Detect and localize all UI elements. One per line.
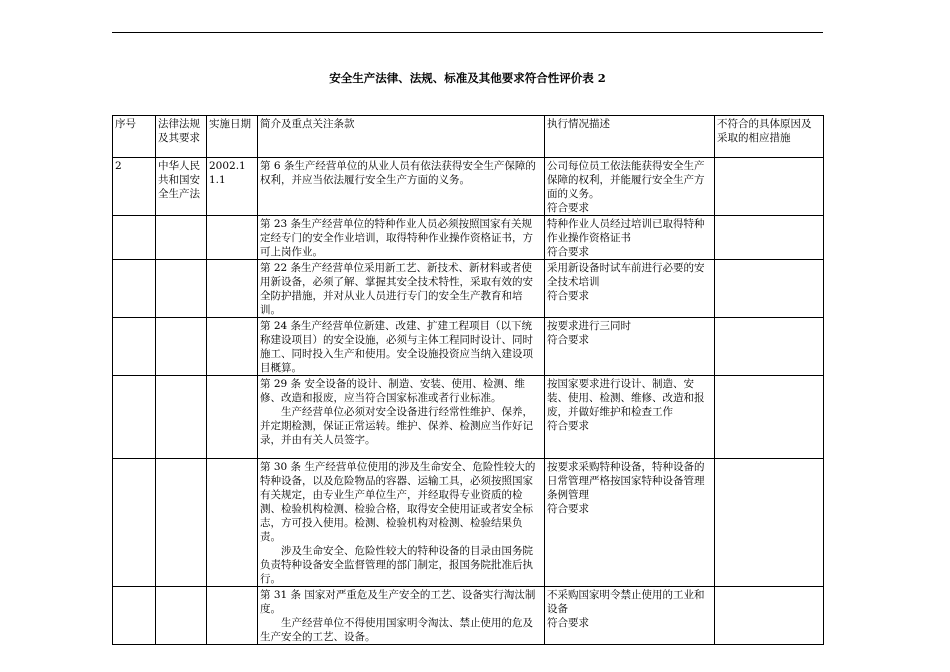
cell-serial-no <box>113 587 156 645</box>
execution-text: 按国家要求进行设计、制造、安装、使用、检测、维修、改造和报废，并做好维护和检查工作 <box>547 378 705 418</box>
header-rule <box>112 32 823 33</box>
cell-effective-date: 2002.11.1 <box>207 158 258 216</box>
table-row <box>113 158 824 216</box>
cell-law <box>156 459 207 587</box>
cell-clause <box>258 587 545 645</box>
header-nonconformity: 不符合的具体原因及采取的相应措施 <box>715 116 824 158</box>
cell-nonconformity <box>715 318 824 376</box>
cell-execution <box>545 587 715 645</box>
execution-text: 不采购国家明令禁止使用的工业和设备 <box>547 589 705 615</box>
cell-execution <box>545 260 715 318</box>
compliance-status: 符合要求 <box>547 503 589 515</box>
cell-nonconformity <box>715 376 824 459</box>
execution-text: 采用新设备时试车前进行必要的安全技术培训 <box>547 262 705 288</box>
compliance-status: 符合要求 <box>547 202 589 214</box>
cell-effective-date <box>207 587 258 645</box>
table-row <box>113 318 824 376</box>
table-row <box>113 216 824 260</box>
table-header-row <box>113 116 824 158</box>
cell-law: 中华人民共和国安全生产法 <box>156 158 207 216</box>
execution-text: 按要求采购特种设备，特种设备的日常管理严格按国家特种设备管理条例管理 <box>547 461 705 501</box>
cell-clause <box>258 376 545 459</box>
clause-paragraph: 生产经营单位不得使用国家明令淘汰、禁止使用的危及生产安全的工艺、设备。 <box>260 617 533 643</box>
header-serial-no: 序号 <box>113 116 156 158</box>
cell-law <box>156 587 207 645</box>
cell-serial-no <box>113 376 156 459</box>
compliance-status: 符合要求 <box>547 246 589 258</box>
clause-paragraph: 第 31 条 国家对严重危及生产安全的工艺、设备实行淘汰制度。 <box>260 589 536 615</box>
cell-execution <box>545 216 715 260</box>
cell-serial-no <box>113 459 156 587</box>
header-effective-date: 实施日期 <box>207 116 258 158</box>
compliance-status: 符合要求 <box>547 617 589 629</box>
cell-execution <box>545 158 715 216</box>
header-execution: 执行情况描述 <box>545 116 715 158</box>
clause-paragraph: 涉及生命安全、危险性较大的特种设备的目录由国务院负责特种设备安全监督管理的部门制定，报国务院批准后执行。 <box>260 545 533 585</box>
header-clause: 简介及重点关注条款 <box>258 116 545 158</box>
cell-law <box>156 376 207 459</box>
cell-nonconformity <box>715 459 824 587</box>
compliance-evaluation-table <box>112 115 824 645</box>
table-row <box>113 587 824 645</box>
cell-nonconformity <box>715 158 824 216</box>
cell-serial-no <box>113 216 156 260</box>
clause-paragraph: 生产经营单位必须对安全设备进行经常性维护、保养，并定期检测，保证正常运转。维护、保养、检测应当作好记录，并由有关人员签字。 <box>260 406 533 446</box>
cell-effective-date <box>207 260 258 318</box>
cell-effective-date <box>207 318 258 376</box>
cell-clause: 第 23 条生产经营单位的特种作业人员必须按照国家有关规定经专门的安全作业培训，取得特种作业操作资格证书，方可上岗作业。 <box>258 216 545 260</box>
cell-effective-date <box>207 459 258 587</box>
cell-nonconformity <box>715 216 824 260</box>
cell-nonconformity <box>715 587 824 645</box>
cell-serial-no <box>113 318 156 376</box>
compliance-status: 符合要求 <box>547 420 589 432</box>
table-row <box>113 260 824 318</box>
cell-effective-date <box>207 376 258 459</box>
cell-clause <box>258 459 545 587</box>
cell-serial-no <box>113 260 156 318</box>
cell-effective-date <box>207 216 258 260</box>
execution-text: 公司每位员工依法能获得安全生产保障的权利，并能履行安全生产方面的义务。 <box>547 160 705 200</box>
cell-nonconformity <box>715 260 824 318</box>
table-row <box>113 376 824 459</box>
cell-execution <box>545 459 715 587</box>
table-row <box>113 459 824 587</box>
cell-clause: 第 6 条生产经营单位的从业人员有依法获得安全生产保障的权利，并应当依法履行安全生产方面的义务。 <box>258 158 545 216</box>
execution-text: 按要求进行三同时 <box>547 320 631 332</box>
cell-serial-no: 2 <box>113 158 156 216</box>
cell-execution <box>545 376 715 459</box>
cell-law <box>156 216 207 260</box>
clause-paragraph: 第 29 条 安全设备的设计、制造、安装、使用、检测、维修、改造和报废，应当符合国家标准或者行业标准。 <box>260 378 525 404</box>
compliance-status: 符合要求 <box>547 290 589 302</box>
header-law: 法律法规及其要求 <box>156 116 207 158</box>
cell-clause: 第 22 条生产经营单位采用新工艺、新技术、新材料或者使用新设备，必须了解、掌握其安全技术特性，采取有效的安全防护措施，并对从业人员进行专门的安全生产教育和培训。 <box>258 260 545 318</box>
clause-paragraph: 第 30 条 生产经营单位使用的涉及生命安全、危险性较大的特种设备，以及危险物品的容器、运输工具，必须按照国家有关规定，由专业生产单位生产，并经取得专业资质的检测、检验机构检测、检验合格，取得安全使用证或者安全标志，方可投入使用。检测、检验机构对检测、检验结果负责。 <box>260 461 536 543</box>
compliance-status: 符合要求 <box>547 334 589 346</box>
cell-law <box>156 318 207 376</box>
cell-clause: 第 24 条生产经营单位新建、改建、扩建工程项目（以下统称建设项目）的安全设施，必须与主体工程同时设计、同时施工、同时投入生产和使用。安全设施投资应当纳入建设项目概算。 <box>258 318 545 376</box>
execution-text: 特种作业人员经过培训已取得特种作业操作资格证书 <box>547 218 705 244</box>
cell-law <box>156 260 207 318</box>
document-title: 安全生产法律、法规、标准及其他要求符合性评价表 2 <box>329 71 606 85</box>
cell-execution <box>545 318 715 376</box>
